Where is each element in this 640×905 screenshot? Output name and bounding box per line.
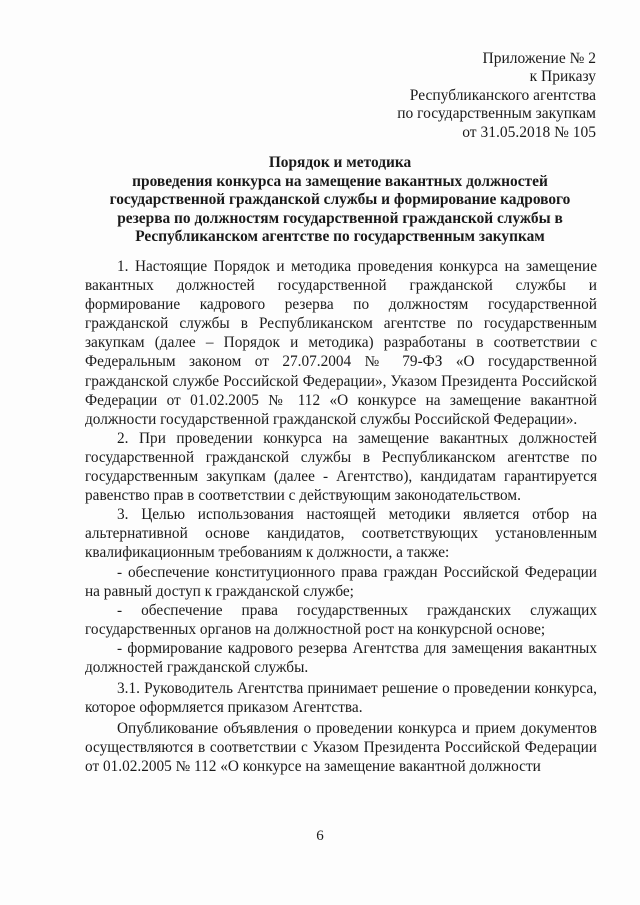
title-line: государственной гражданской службы и формирование кадрового <box>109 191 571 209</box>
paragraph-8: Опубликование объявления о проведении конкурса и прием документов осуществляются в соответствии с Указом Президента Российской Федерации от 01.02.2005 № 112 «О конкурсе на замещение вакантной должности <box>85 720 597 776</box>
document-body <box>85 257 597 777</box>
title-line: Порядок и методика <box>268 154 412 171</box>
title-line: резерва по должностям государственной гражданской службы в <box>117 209 563 227</box>
paragraph-4: - обеспечение конституционного права граждан Российской Федерации на равный доступ к гражданской службе; <box>85 563 597 600</box>
paragraph-5: - обеспечение права государственных гражданских служащих государственных органов на должностной рост на конкурсной основе; <box>85 601 597 638</box>
paragraph-3: 3. Целью использования настоящей методики является отбор на альтернативной основе кандидатов, соответствующих установленным квалификационным требованиям к должности, а также: <box>85 506 597 562</box>
appendix-header <box>316 50 596 142</box>
title-line: Республиканском агентстве по государственным закупкам <box>135 228 545 246</box>
paragraph-2: 2. При проведении конкурса на замещение вакантных должностей государственной гражданской службы в Республиканском агентстве по государственным закупкам (далее - Агентство), кандидатам гарантируется равенство прав в соответствии с действующим законодательством. <box>85 429 597 505</box>
paragraph-1: 1. Настоящие Порядок и методика проведения конкурса на замещение вакантных должностей государственной гражданской службы и формирование кадрового резерва по должностям государственной гражданской службы в Республиканском агентстве по государственным закупкам (далее – Порядок и методика) разработаны в соответствии с Федеральным законом от 27.07.2004 № 79-ФЗ «О государственной гражданской службе Российской Федерации», Указом Президента Российской Федерации от 01.02.2005 № 112 «О конкурсе на замещение вакантной должности государственной гражданской службы Российской Федерации». <box>85 258 597 428</box>
appendix-line: от 31.05.2018 № 105 <box>462 123 596 141</box>
page-number: 6 <box>316 828 324 844</box>
document-title <box>80 154 600 247</box>
paragraph-6: - формирование кадрового резерва Агентства для замещения вакантных должностей гражданской службы. <box>85 639 597 676</box>
appendix-line: Республиканского агентства <box>409 86 596 104</box>
appendix-line: по государственным закупкам <box>397 105 596 123</box>
appendix-line: к Приказу <box>529 68 596 86</box>
title-line: проведения конкурса на замещение вакантных должностей <box>132 172 548 190</box>
paragraph-7: 3.1. Руководитель Агентства принимает решение о проведении конкурса, которое оформляется приказом Агентства. <box>85 680 597 717</box>
appendix-line: Приложение № 2 <box>482 50 596 67</box>
